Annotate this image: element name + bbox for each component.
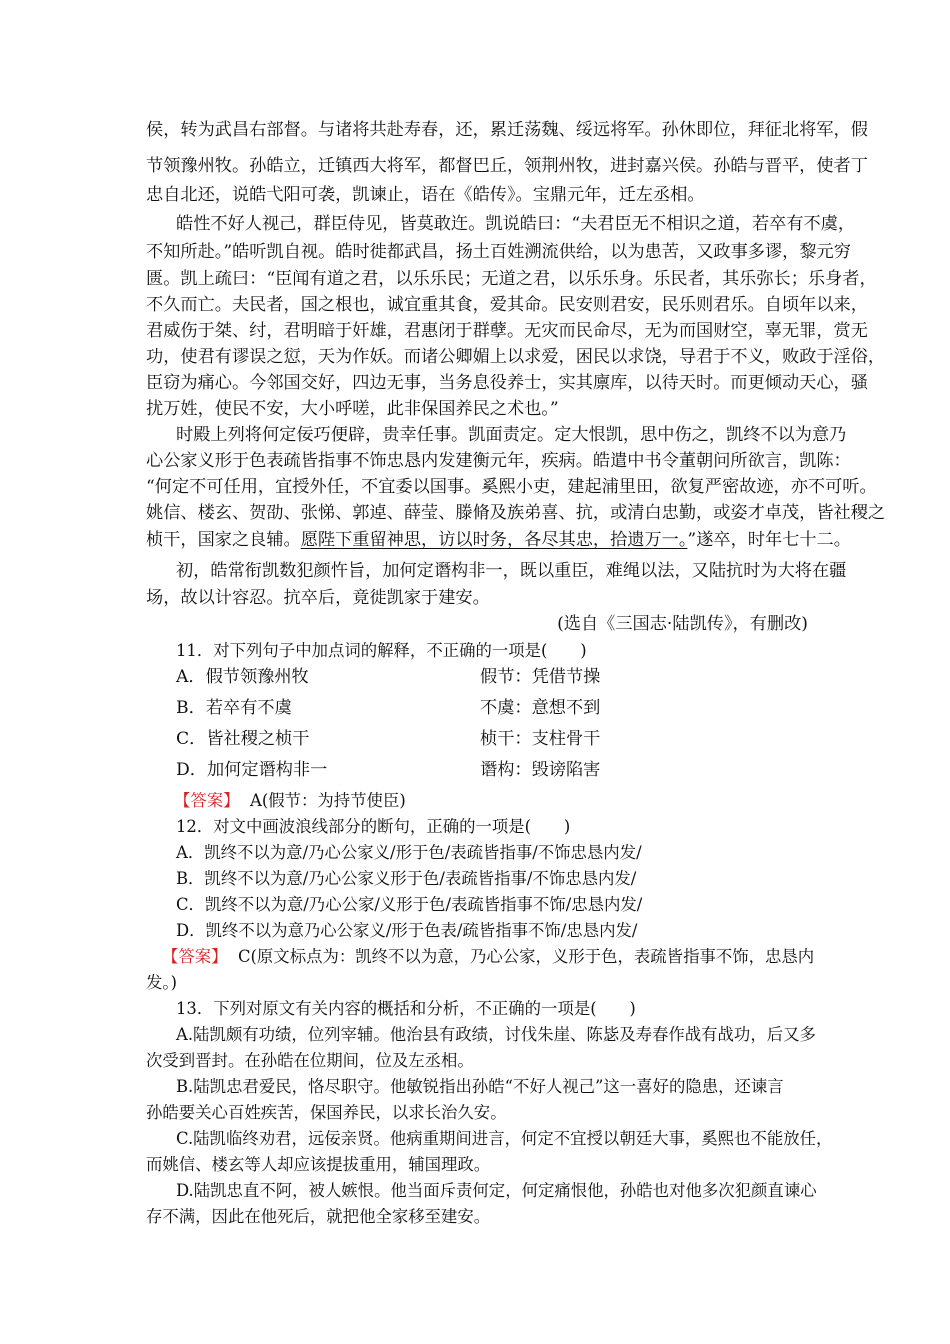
q11-option-c: C．皆社稷之桢干 [176, 729, 310, 749]
q13-option-d: D.陆凯忠直不阿，被人嫉恨。他当面斥责何定，何定痛恨他，孙皓也对他多次犯颜直谏心 [176, 1181, 817, 1200]
q11-option-b-gloss: 不虞：意想不到 [480, 698, 601, 718]
q12-option-a: A．凯终不以为意/乃心公家义/形于色/表疏皆指事/不饰忠恳内发/ [176, 843, 642, 862]
question-13-stem: 13．下列对原文有关内容的概括和分析，不正确的一项是( ) [176, 999, 636, 1018]
passage-line: 扰万姓，使民不安，大小呼嗟，此非保国养民之术也。” [146, 399, 559, 419]
q13-option-c: C.陆凯临终劝君，远佞亲贤。他病重期间进言，何定不宜授以朝廷大事，奚熙也不能放任， [176, 1129, 833, 1148]
passage-line: 臣窃为痛心。今邻国交好，四边无事，当务息役养士，实其廪库，以待天时。而更倾动天心，骚 [146, 373, 868, 393]
passage-line: 姚信、楼玄、贺劭、张悌、郭逴、薛莹、滕脩及族弟喜、抗，或清白忠勤，或姿才卓茂，皆社稷之 [146, 503, 886, 523]
passage-line: 侯，转为武昌右部督。与诸将共赴寿春，还，累迁荡魏、绥远将军。孙休即位，拜征北将军，假 [146, 120, 868, 140]
passage-line: 不知所赴。”皓听凯自视。皓时徙都武昌，扬土百姓溯流供给，以为患苦，又政事多谬，黎元穷 [146, 242, 851, 262]
q12-answer-cont: 发。) [146, 973, 177, 992]
passage-text: 桢干，国家之良辅。 [146, 530, 301, 550]
passage-line: 功，使君有谬误之愆，天为作妖。而诸公卿媚上以求爱，困民以求饶，导君于不义，败政于淫俗， [146, 347, 886, 367]
passage-line: 忠自北还，说皓弋阳可袭，凯谏止，语在《皓传》。宝鼎元年，迁左丞相。 [146, 185, 705, 205]
passage-line: 初，皓常衔凯数犯颜忤旨，加何定谮构非一，既以重臣，难绳以法，又陆抗时为大将在疆 [176, 561, 847, 581]
passage-line: 心公家义形于色表疏皆指事不饰忠恳内发建衡元年，疾病。皓遣中书令董朝问所欲言，凯陈： [146, 451, 851, 471]
q12-option-d: D．凯终不以为意乃心公家义/形于色表/疏皆指事不饰/忠恳内发/ [176, 921, 638, 940]
source-citation: (选自《三国志·陆凯传》，有删改) [557, 614, 808, 634]
q13-option-a: A.陆凯颇有功绩，位列宰辅。他治县有政绩，讨伐朱崖、陈毖及寿春作战有战功，后又多 [176, 1025, 816, 1044]
q13-option-c-cont: 而姚信、楼玄等人却应该提拔重用，辅国理政。 [146, 1155, 491, 1174]
question-11-stem: 11．对下列句子中加点词的解释，不正确的一项是( ) [176, 641, 587, 660]
passage-line: 君威伤于桀、纣，君明暗于奸雄，君惠闭于群孽。无灾而民命尽，无为而国财空，辜无罪，赏无 [146, 321, 868, 341]
q12-option-c: C．凯终不以为意/乃心公家/义形于色/表疏皆指事不饰/忠恳内发/ [176, 895, 643, 914]
passage-line: 节领豫州牧。孙皓立，迁镇西大将军，都督巴丘，领荆州牧，进封嘉兴侯。孙皓与晋平，使者丁 [146, 156, 868, 176]
q11-option-a-gloss: 假节：凭借节操 [480, 667, 601, 687]
q11-option-c-gloss: 桢干：支柱骨干 [480, 729, 601, 749]
passage-line: “何定不可任用，宜授外任，不宜委以国事。奚熙小吏，建起浦里田，欲复严密故迹，亦不可听。 [146, 477, 877, 497]
q11-option-b: B．若卒有不虞 [176, 698, 292, 718]
passage-line: 时殿上列将何定佞巧便辟，贵幸任事。凯面责定。定大恨凯，思中伤之，凯终不以为意乃 [176, 425, 847, 445]
answer-text: C(原文标点为：凯终不以为意，乃心公家，义形于色，表疏皆指事不饰，忠恳内 [237, 947, 815, 966]
passage-line [146, 527, 851, 553]
q11-option-a: A．假节领豫州牧 [176, 667, 309, 687]
q11-answer [174, 788, 834, 814]
passage-line: 场，故以计容忍。抗卒后，竟徙凯家于建安。 [146, 588, 490, 608]
q13-option-b-cont: 孙皓要关心百姓疾苦，保国养民，以求长治久安。 [146, 1103, 507, 1122]
answer-tag: 【答案】 [174, 791, 240, 810]
q13-option-b: B.陆凯忠君爱民，恪尽职守。他敏锐指出孙皓“不好人视己”这一喜好的隐患，还谏言 [176, 1077, 784, 1096]
q12-answer [162, 944, 822, 970]
passage-text: ”遂卒，时年七十二。 [687, 530, 851, 550]
q12-option-b: B．凯终不以为意/乃心公家义形于色/表疏皆指事/不饰忠恳内发/ [176, 869, 637, 888]
q11-option-d-gloss: 谮构：毁谤陷害 [480, 760, 601, 780]
q13-option-a-cont: 次受到晋封。在孙皓在位期间，位及左丞相。 [146, 1051, 474, 1070]
q11-option-d: D．加何定谮构非一 [176, 760, 328, 780]
answer-tag: 【答案】 [162, 947, 228, 966]
q13-option-d-cont: 存不满，因此在他死后，就把他全家移至建安。 [146, 1207, 491, 1226]
answer-text: A(假节：为持节使臣) [249, 791, 406, 810]
passage-line: 匮。凯上疏曰：“臣闻有道之君，以乐乐民；无道之君，以乐乐身。乐民者，其乐弥长；乐身者， [146, 269, 877, 289]
question-12-stem: 12．对文中画波浪线部分的断句，正确的一项是( ) [176, 817, 571, 836]
underlined-sentence: 愿陛下重留神思，访以时务，各尽其忠，拾遗万一。 [300, 530, 688, 550]
passage-line: 不久而亡。夫民者，国之根也，诚宜重其食，爱其命。民安则君安，民乐则君乐。自顷年以来， [146, 295, 868, 315]
passage-line: 皓性不好人视己，群臣侍见，皆莫敢迕。凯说皓曰：“夫君臣无不相识之道，若卒有不虞， [176, 214, 856, 234]
